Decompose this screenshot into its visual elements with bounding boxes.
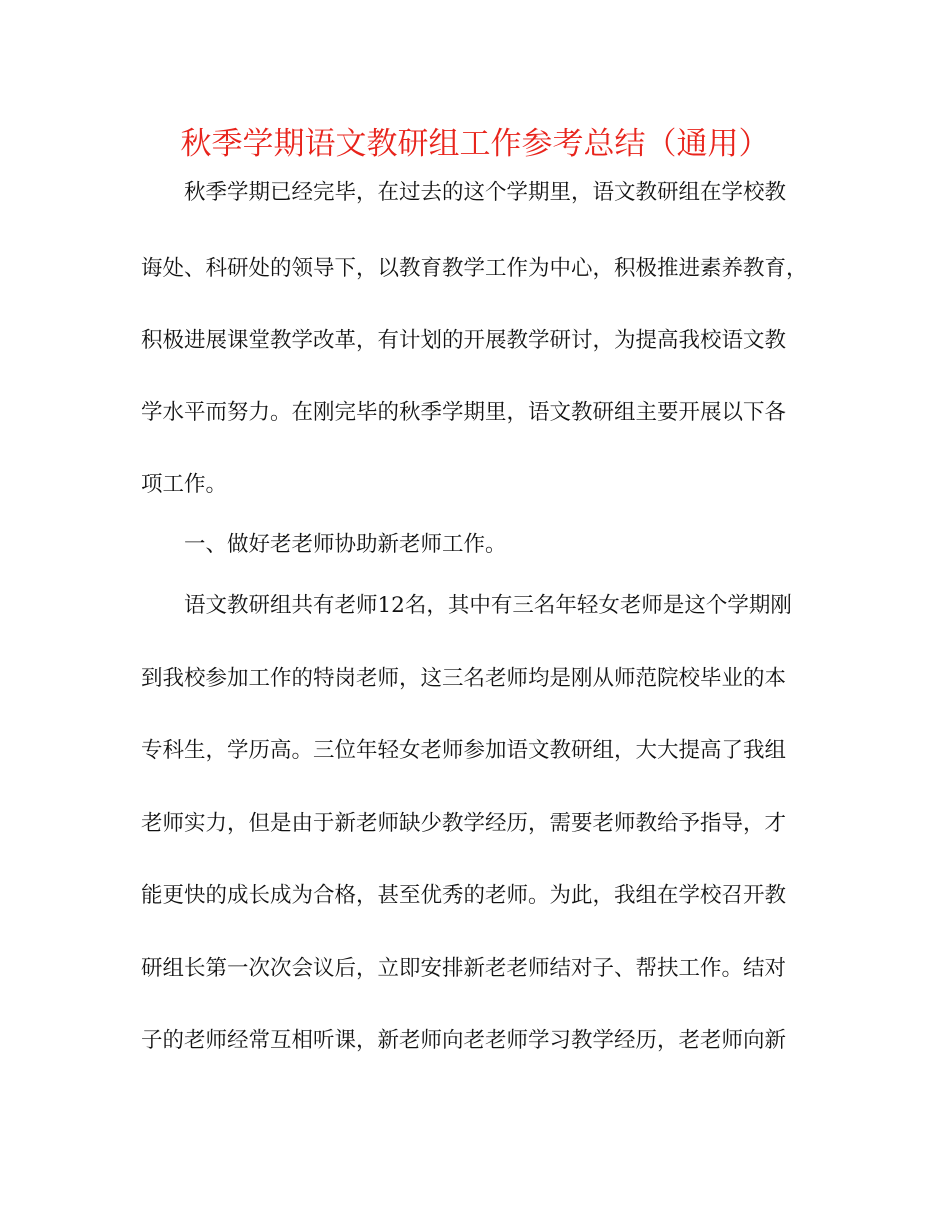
paragraph-line: 秋季学期已经完毕，在过去的这个学期里，语文教研组在学校教 (184, 180, 787, 205)
paragraph-line: 语文教研组共有老师12名，其中有三名年轻女老师是这个学期刚 (184, 593, 792, 618)
paragraph-line: 专科生，学历高。三位年轻女老师参加语文教研组，大大提高了我组 (141, 738, 787, 763)
paragraph-line: 子的老师经常互相听课，新老师向老老师学习教学经历，老老师向新 (141, 1028, 787, 1053)
section-heading: 一、做好老老师协助新老师工作。 (184, 532, 507, 557)
paragraph-line: 到我校参加工作的特岗老师，这三名老师均是刚从师范院校毕业的本 (141, 666, 787, 691)
paragraph-line: 项工作。 (141, 472, 228, 497)
paragraph-line: 诲处、科研处的领导下，以教育教学工作为中心，积极推进素养教育， (141, 256, 808, 281)
paragraph-line: 能更快的成长成为合格，甚至优秀的老师。为此，我组在学校召开教 (141, 883, 787, 908)
paragraph-line: 研组长第一次次会议后，立即安排新老老师结对子、帮扶工作。结对 (141, 956, 787, 981)
paragraph-line: 老师实力，但是由于新老师缺少教学经历，需要老师教给予指导，才 (141, 811, 787, 836)
paragraph-line: 学水平而努力。在刚完毕的秋季学期里，语文教研组主要开展以下各 (141, 400, 787, 425)
paragraph-line: 积极进展课堂教学改革，有计划的开展教学研讨，为提高我校语文教 (141, 328, 787, 353)
document-title: 秋季学期语文教研组工作参考总结（通用） (180, 126, 770, 162)
